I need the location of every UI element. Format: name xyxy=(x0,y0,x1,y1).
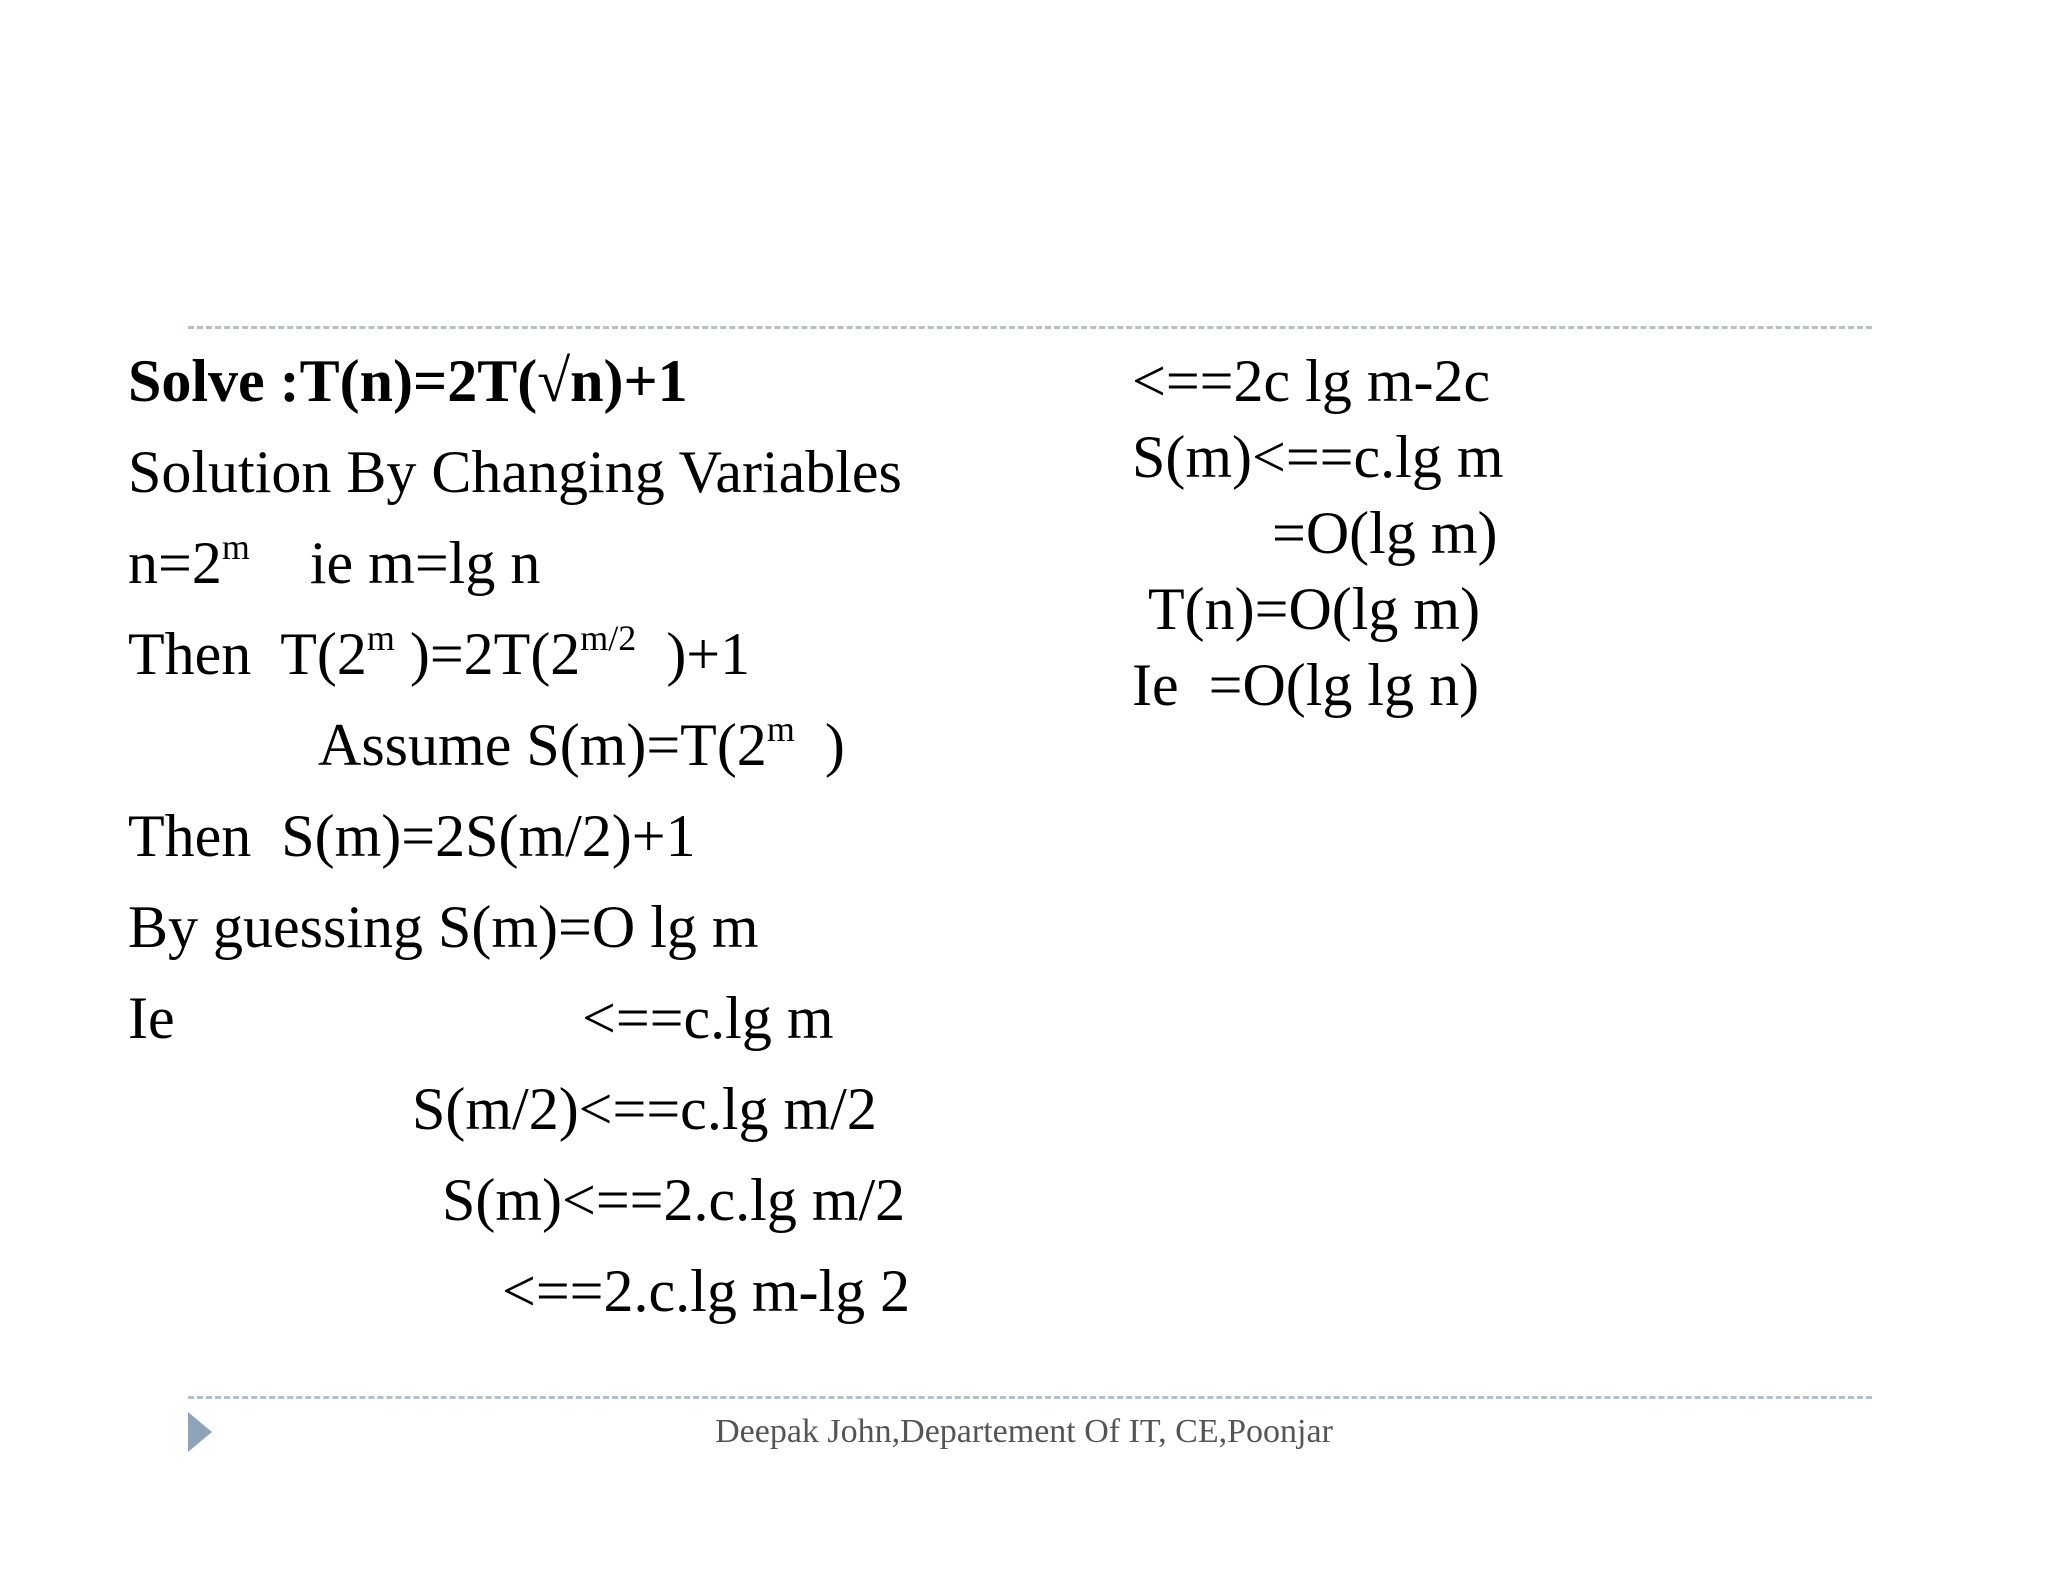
top-divider xyxy=(188,326,1872,329)
right-line-4: T(n)=O(lg m) xyxy=(1148,576,1481,642)
substitution-base: n=2 xyxy=(128,530,222,596)
assume-line xyxy=(318,709,845,778)
assume-exponent: m xyxy=(766,709,795,749)
ie-expression: <==c.lg m xyxy=(582,985,834,1051)
right-line-2: S(m)<==c.lg m xyxy=(1132,424,1504,490)
method-line: Solution By Changing Variables xyxy=(128,439,902,505)
ie-label: Ie xyxy=(128,985,175,1051)
step-line-3: <==2.c.lg m-lg 2 xyxy=(502,1258,911,1324)
then-transform-part-a: Then T(2 xyxy=(128,621,367,687)
substitution-rest: ie m=lg n xyxy=(249,530,541,596)
step-line-2: S(m)<==2.c.lg m/2 xyxy=(442,1167,906,1233)
problem-title: Solve :T(n)=2T(√n)+1 xyxy=(128,348,688,414)
then-transform-part-b: )=2T(2 xyxy=(394,621,581,687)
right-line-5: Ie =O(lg lg n) xyxy=(1132,652,1480,718)
substitution-exponent: m xyxy=(221,527,250,567)
right-line-3: =O(lg m) xyxy=(1272,500,1498,566)
recurrence-line: Then S(m)=2S(m/2)+1 xyxy=(128,803,696,869)
guess-line: By guessing S(m)=O lg m xyxy=(128,894,759,960)
right-line-1: <==2c lg m-2c xyxy=(1132,348,1491,414)
then-transform-exp-a: m xyxy=(366,618,395,658)
then-transform-exp-b: m/2 xyxy=(580,618,637,658)
footer-credit: Deepak John,Departement Of IT, CE,Poonjar xyxy=(715,1413,1333,1450)
substitution-line xyxy=(128,527,541,596)
then-transform-part-c: )+1 xyxy=(636,621,751,687)
step-line-1: S(m/2)<==c.lg m/2 xyxy=(412,1076,877,1142)
bottom-divider xyxy=(188,1396,1872,1399)
then-transform-line xyxy=(128,618,751,687)
assume-part-a: Assume S(m)=T(2 xyxy=(318,712,767,778)
assume-part-b: ) xyxy=(794,712,845,778)
